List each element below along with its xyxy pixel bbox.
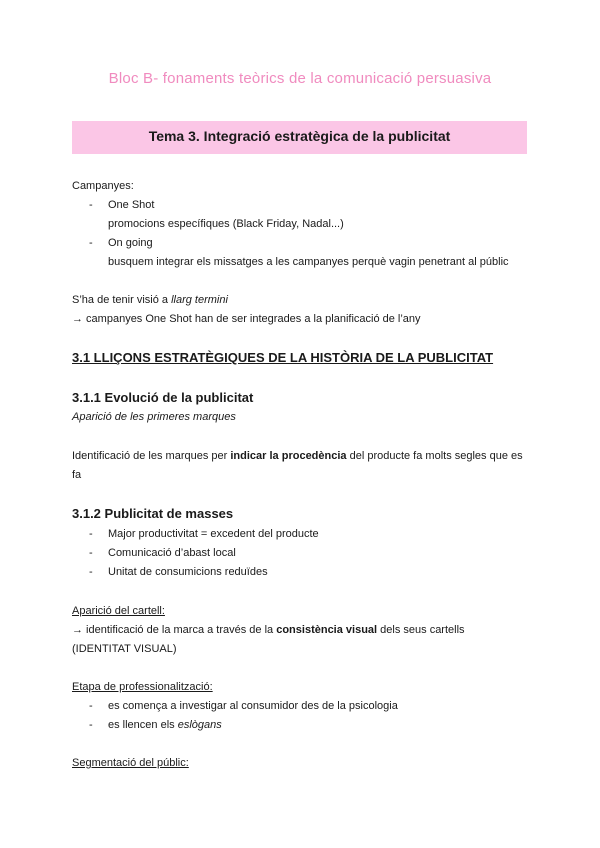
list-item-italic: eslògans: [177, 719, 222, 731]
campanya-on-going: On going: [108, 237, 153, 249]
tema-title: Tema 3. Integració estratègica de la publicitat: [148, 128, 451, 144]
list-item-text: es comença a investigar al consumidor des de la psicologia: [108, 700, 398, 712]
list-item: [89, 699, 398, 713]
list-dash: -: [89, 528, 93, 540]
section-heading-3-1-1: 3.1.1 Evolució de la publicitat: [72, 390, 254, 405]
cartell-post: dels seus cartells: [377, 624, 465, 636]
list-dash: -: [89, 547, 93, 559]
p1-bold: indicar la procedència: [230, 450, 347, 462]
professionalitzacio-label: Etapa de professionalització:: [72, 681, 213, 693]
paragraph-line-2: fa: [72, 469, 82, 481]
list-item: [89, 718, 222, 732]
p1-post: del producte fa molts segles que es: [346, 450, 523, 462]
list-item: [89, 236, 153, 250]
list-item-text: Comunicació d’abast local: [108, 547, 236, 559]
list-dash: -: [89, 566, 93, 578]
campanya-one-shot: One Shot: [108, 199, 155, 211]
list-item-text: Unitat de consumicions reduïdes: [108, 566, 268, 578]
paragraph-line: [72, 449, 523, 463]
cartell-line: [72, 623, 465, 637]
cartell-label: Aparició del cartell:: [72, 605, 165, 617]
list-dash: -: [89, 700, 93, 712]
list-item: [89, 198, 154, 212]
list-dash: -: [89, 237, 93, 249]
cartell-pre: → identificació de la marca a través de la: [72, 624, 277, 636]
section-heading-3-1-2: 3.1.2 Publicitat de masses: [72, 506, 234, 521]
vision-prefix: S’ha de tenir visió a: [72, 294, 172, 306]
list-item: [89, 527, 319, 541]
section-heading-3-1: 3.1 LLIÇONS ESTRATÈGIQUES DE LA HISTÒRIA DE LA PUBLICITAT: [72, 350, 494, 365]
list-item: [89, 565, 268, 579]
vision-italic: llarg termini: [171, 294, 228, 306]
campanya-one-shot-detail: promocions específiques (Black Friday, Nadal...): [108, 218, 344, 230]
section-subtitle: Aparició de les primeres marques: [72, 411, 236, 423]
segmentacio-label: Segmentació del públic:: [72, 757, 189, 769]
bloc-title: Bloc B- fonaments teòrics de la comunicació persuasiva: [108, 70, 492, 87]
list-dash: -: [89, 199, 93, 211]
p1-pre: Identificació de les marques per: [72, 450, 231, 462]
vision-line: [72, 293, 228, 307]
list-item: [89, 546, 236, 560]
list-dash: -: [89, 719, 93, 731]
vision-arrow-line: → campanyes One Shot han de ser integrades a la planificació de l’any: [72, 313, 421, 325]
campanya-on-going-detail: busquem integrar els missatges a les campanyes perquè vagin penetrant al públic: [108, 256, 509, 268]
campanyes-label: Campanyes:: [72, 180, 134, 192]
cartell-line-2: (IDENTITAT VISUAL): [72, 643, 177, 655]
cartell-bold: consistència visual: [276, 624, 378, 636]
list-item-pre: es llencen els: [108, 719, 178, 731]
list-item-text: Major productivitat = excedent del producte: [108, 528, 319, 540]
